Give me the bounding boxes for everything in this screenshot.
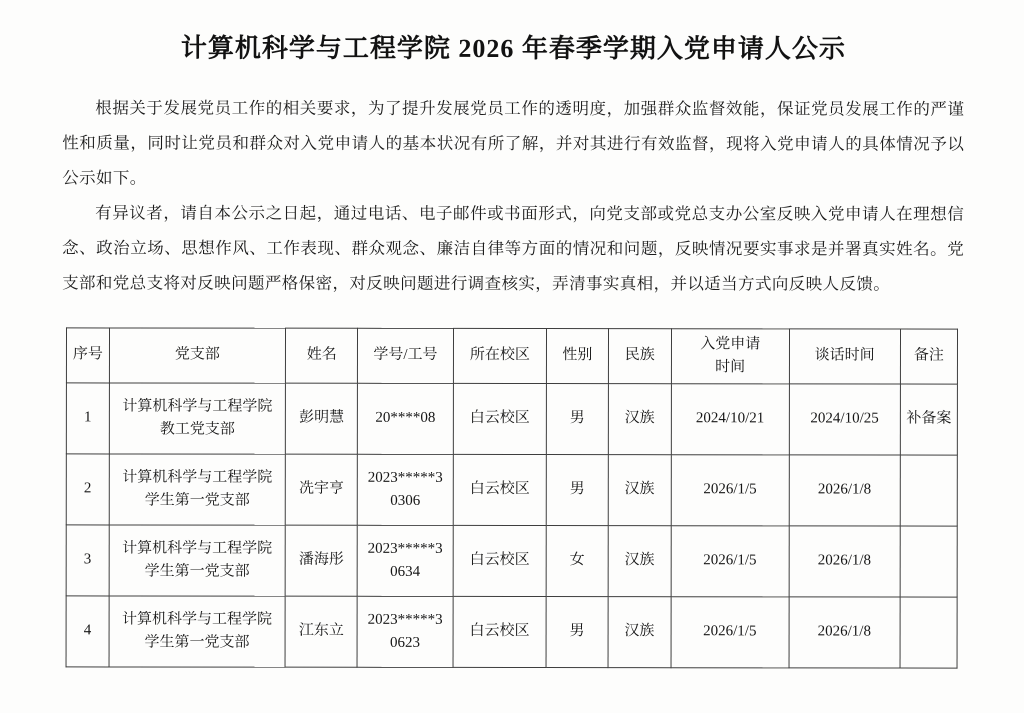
table-cell <box>900 455 957 526</box>
table-cell: 男 <box>546 455 608 526</box>
table-cell: 2 <box>66 454 109 525</box>
table-cell: 彭明慧 <box>286 383 358 454</box>
table-cell: 男 <box>546 597 608 668</box>
column-header: 入党申请 时间 <box>671 329 789 384</box>
table-cell: 女 <box>546 526 608 597</box>
table-cell: 计算机科学与工程学院 学生第一党支部 <box>109 596 286 667</box>
page-title: 计算机科学与工程学院 2026 年春季学期入党申请人公示 <box>180 33 846 64</box>
table-header-row <box>66 328 957 384</box>
paragraph-announcement-purpose: 根据关于发展党员工作的相关要求，为了提升发展党员工作的透明度，加强群众监督效能，保证党员发展工作的严谨性和质量，同时让党员和群众对入党申请人的基本状况有所了解，并对其进行有效监督，现将入党申请人的具体情况予以公示如下。 <box>62 98 965 188</box>
table-cell: 计算机科学与工程学院 学生第一党支部 <box>109 525 286 596</box>
table-cell: 汉族 <box>608 384 671 455</box>
table-header <box>66 328 957 384</box>
column-header: 谈话时间 <box>789 329 900 384</box>
table-cell: 补备案 <box>900 384 957 455</box>
table-cell: 2026/1/8 <box>789 597 900 668</box>
table-cell: 2026/1/8 <box>789 455 900 526</box>
column-header: 姓名 <box>286 328 358 383</box>
applicants-table <box>66 327 958 668</box>
table-cell: 江东立 <box>285 596 357 667</box>
table-cell: 计算机科学与工程学院 教工党支部 <box>109 383 286 454</box>
table-cell: 2023*****3 0634 <box>357 525 452 596</box>
table-row <box>66 383 957 455</box>
table-cell: 20****08 <box>358 383 453 454</box>
table-cell: 白云校区 <box>453 596 547 667</box>
table-cell: 2026/1/5 <box>671 526 789 597</box>
table-cell: 潘海彤 <box>285 525 357 596</box>
table-cell: 计算机科学与工程学院 学生第一党支部 <box>109 454 286 525</box>
table-cell: 白云校区 <box>453 383 547 454</box>
table-cell: 汉族 <box>608 597 671 668</box>
table-body <box>66 383 957 668</box>
table-cell: 汉族 <box>608 455 671 526</box>
table-cell <box>900 597 957 668</box>
column-header: 备注 <box>900 329 957 384</box>
column-header: 学号/工号 <box>358 328 453 383</box>
table-cell: 4 <box>66 596 109 667</box>
paragraph-objection-instructions: 有异议者，请自本公示之日起，通过电话、电子邮件或书面形式，向党支部或党总支办公室反映入党申请人在理想信念、政治立场、思想作风、工作表现、群众观念、廉洁自律等方面的情况和问题，反映情况要实事求是并署真实姓名。党支部和党总支将对反映问题严格保密，对反映问题进行调查核实，弄清事实真相，并以适当方式向反映人反馈。 <box>62 203 965 294</box>
table-cell: 2023*****3 0306 <box>358 454 453 525</box>
intro-text <box>62 90 964 301</box>
column-header: 序号 <box>66 328 109 383</box>
table-row <box>66 596 957 668</box>
column-header: 民族 <box>608 329 671 384</box>
column-header: 性别 <box>547 329 609 384</box>
table-row <box>66 454 957 526</box>
table-cell: 白云校区 <box>453 454 547 525</box>
column-header: 党支部 <box>109 328 285 383</box>
table-cell: 1 <box>66 383 109 454</box>
table-cell: 2023*****3 0623 <box>357 596 452 667</box>
table-cell: 白云校区 <box>453 525 547 596</box>
table-row <box>66 525 957 597</box>
table-cell: 2024/10/21 <box>671 384 789 455</box>
table-cell: 3 <box>66 525 109 596</box>
table-cell <box>900 526 957 597</box>
column-header: 所在校区 <box>453 328 547 383</box>
table-cell: 男 <box>547 384 609 455</box>
table-cell: 2024/10/25 <box>789 384 900 455</box>
table-cell: 2026/1/8 <box>789 526 900 597</box>
table-cell: 2026/1/5 <box>671 597 789 668</box>
table-cell: 冼宇亨 <box>285 454 357 525</box>
table-cell: 汉族 <box>608 526 671 597</box>
table-cell: 2026/1/5 <box>671 455 789 526</box>
